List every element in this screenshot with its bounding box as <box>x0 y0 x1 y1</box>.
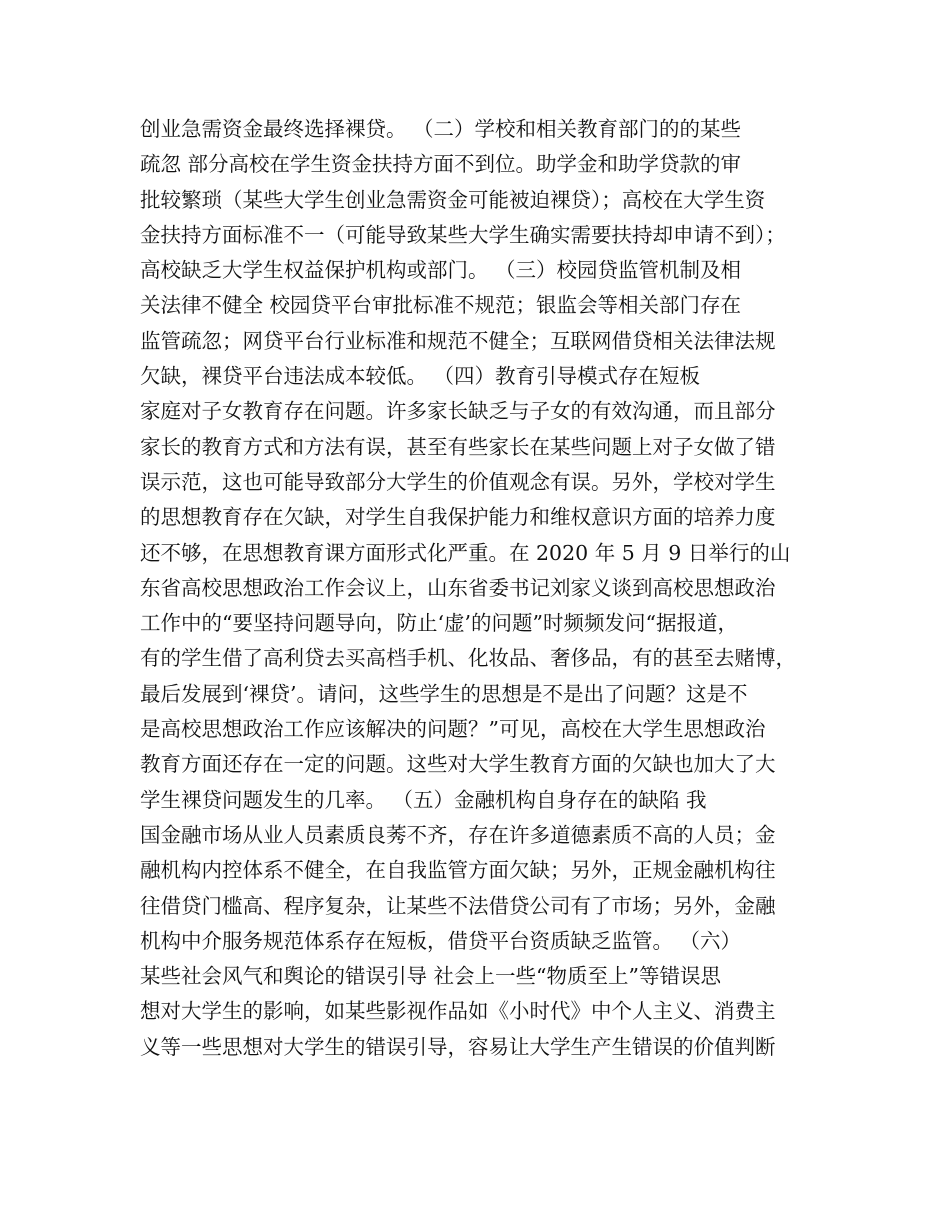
text-line: 学生裸贷问题发生的几率。 （五）金融机构自身存在的缺陷 我 <box>140 787 707 812</box>
text-line: 想对大学生的影响，如某些影视作品如《小时代》中个人主义、消费主 <box>140 999 776 1024</box>
text-line: 监管疏忽；网贷平台行业标准和规范不健全；互联网借贷相关法律法规 <box>140 328 776 353</box>
text-line: 的思想教育存在欠缺，对学生自我保护能力和维权意识方面的培养力度 <box>140 505 776 530</box>
text-line: 国金融市场从业人员素质良莠不齐，存在许多道德素质不高的人员；金 <box>140 822 776 847</box>
body-text <box>140 112 830 1065</box>
text-line: 有的学生借了高利贷去买高档手机、化妆品、奢侈品，有的甚至去赌博， <box>140 646 796 671</box>
text-line: 批较繁琐（某些大学生创业急需资金可能被迫裸贷）；高校在大学生资 <box>140 187 766 212</box>
text-line: 家长的教育方式和方法有误，甚至有些家长在某些问题上对子女做了错 <box>140 434 776 459</box>
text-line: 机构中介服务规范体系存在短板，借贷平台资质缺乏监管。 （六） <box>140 928 742 953</box>
text-line: 高校缺乏大学生权益保护机构或部门。 （三）校园贷监管机制及相 <box>140 258 742 283</box>
text-line: 关法律不健全 校园贷平台审批标准不规范；银监会等相关部门存在 <box>140 293 742 318</box>
text-line: 欠缺，裸贷平台违法成本较低。 （四）教育引导模式存在短板 <box>140 364 701 389</box>
text-line: 创业急需资金最终选择裸贷。 （二）学校和相关教育部门的的某些 <box>140 117 742 141</box>
text-line: 东省高校思想政治工作会议上，山东省委书记刘家义谈到高校思想政治 <box>140 575 776 600</box>
text-line: 最后发展到‘裸贷’。请问，这些学生的思想是不是出了问题？这是不 <box>140 681 748 706</box>
text-line: 往借贷门槛高、程序复杂，让某些不法借贷公司有了市场；另外，金融 <box>140 893 776 918</box>
text-line: 误示范，这也可能导致部分大学生的价值观念有误。另外，学校对学生 <box>140 469 776 494</box>
text-line: 疏忽 部分高校在学生资金扶持方面不到位。助学金和助学贷款的审 <box>140 152 742 177</box>
text-line: 家庭对子女教育存在问题。许多家长缺乏与子女的有效沟通，而且部分 <box>140 399 776 424</box>
text-line: 融机构内控体系不健全，在自我监管方面欠缺；另外，正规金融机构往 <box>140 858 776 883</box>
text-line: 教育方面还存在一定的问题。这些对大学生教育方面的欠缺也加大了大 <box>140 752 776 777</box>
text-line: 某些社会风气和舆论的错误引导 社会上一些“物质至上”等错误思 <box>140 964 721 989</box>
text-line: 工作中的“要坚持问题导向，防止‘虚’的问题”时频频发问“据报道， <box>140 611 738 636</box>
text-line: 义等一些思想对大学生的错误引导，容易让大学生产生错误的价值判断 <box>140 1034 776 1059</box>
text-line: 是高校思想政治工作应该解决的问题？”可见，高校在大学生思想政治 <box>140 717 766 742</box>
text-line: 金扶持方面标准不一（可能导致某些大学生确实需要扶持却申请不到）； <box>140 222 786 247</box>
text-line: 还不够，在思想教育课方面形式化严重。在 2020 年 5 月 9 日举行的山 <box>140 540 791 565</box>
